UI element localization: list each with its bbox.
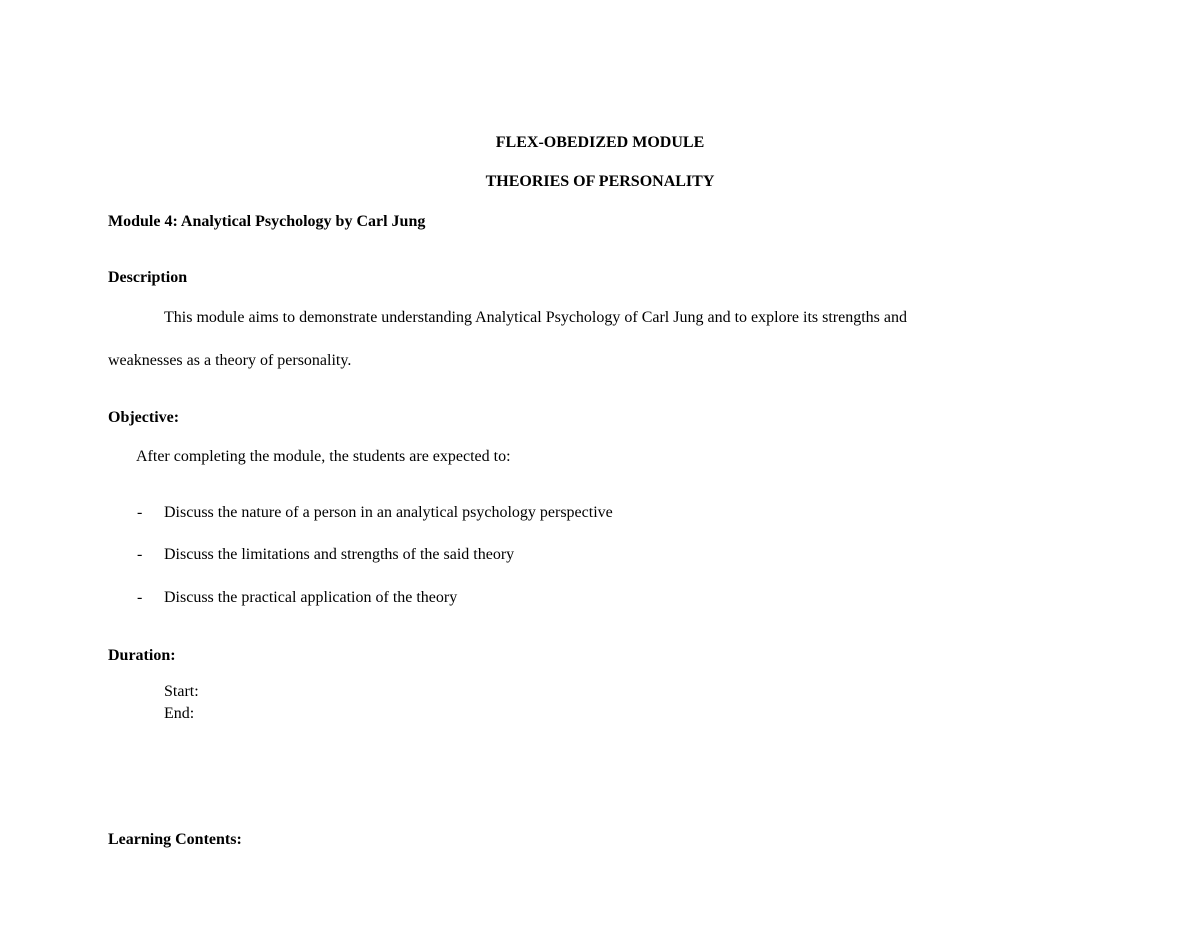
description-text-line-2: weaknesses as a theory of personality. xyxy=(108,352,352,369)
bullet-marker: - xyxy=(137,589,143,606)
document-title: FLEX-OBEDIZED MODULE xyxy=(495,134,705,151)
document-subtitle: THEORIES OF PERSONALITY xyxy=(485,173,715,190)
description-heading: Description xyxy=(108,269,188,286)
objective-item: Discuss the practical application of the theory xyxy=(164,589,458,606)
objective-item: Discuss the nature of a person in an analytical psychology perspective xyxy=(164,504,613,521)
module-heading: Module 4: Analytical Psychology by Carl Jung xyxy=(108,213,426,230)
duration-start-label: Start: xyxy=(164,683,199,700)
description-text-line-1: This module aims to demonstrate understanding Analytical Psychology of Carl Jung and to explore its strengths and xyxy=(164,309,907,326)
bullet-marker: - xyxy=(137,546,143,563)
duration-heading: Duration: xyxy=(108,647,176,664)
duration-end-label: End: xyxy=(164,705,195,722)
bullet-marker: - xyxy=(137,504,143,521)
objective-intro: After completing the module, the students are expected to: xyxy=(136,448,511,465)
objective-item: Discuss the limitations and strengths of the said theory xyxy=(164,546,515,563)
learning-contents-heading: Learning Contents: xyxy=(108,831,242,848)
objective-heading: Objective: xyxy=(108,409,180,426)
